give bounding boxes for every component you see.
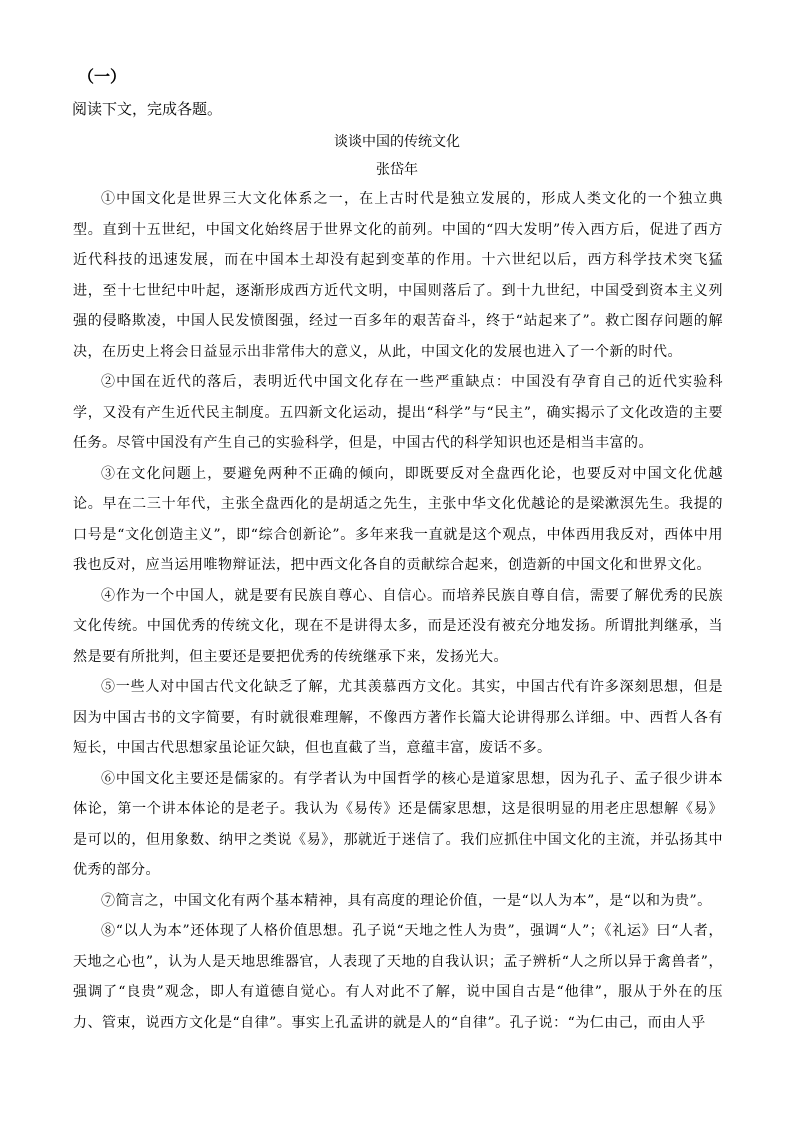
paragraph-5: ⑤一些人对中国古代文化缺乏了解，尤其羡慕西方文化。其实，中国古代有许多深刻思想，但是因为中国古书的文字简要，有时就很难理解，不像西方著作长篇大论讲得那么详细。中、西哲人各有短长，中国古代思想家虽论证欠缺，但也直截了当，意蕴丰富，废话不多。	[73, 679, 723, 756]
paragraph-6: ⑥中国文化主要还是儒家的。有学者认为中国哲学的核心是道家思想，因为孔子、孟子很少讲本体论，第一个讲本体论的是老子。我认为《易传》还是儒家思想，这是很明显的用老庄思想解《易》是可以的，但用象数、纳甲之类说《易》，那就近于迷信了。我们应抓住中国文化的主流，并弘扬其中优秀的部分。	[73, 770, 723, 878]
reading-instruction: 阅读下文，完成各题。	[72, 100, 223, 118]
article-author: 张岱年	[376, 162, 418, 178]
section-number: （一）	[78, 67, 127, 86]
paragraph-4: ④作为一个中国人，就是要有民族自尊心、自信心。而培养民族自尊自信，需要了解优秀的民族文化传统。中国优秀的传统文化，现在不是讲得太多，而是还没有被充分地发扬。所谓批判继承，当然是要有所批判，但主要还是要把优秀的传统继承下来，发扬光大。	[73, 587, 723, 665]
paragraph-7: ⑦简言之，中国文化有两个基本精神，具有高度的理论价值，一是“以人为本”，是“以和为贵”。	[101, 892, 712, 909]
paragraph-1: ①中国文化是世界三大文化体系之一，在上古时代是独立发展的，形成人类文化的一个独立典型。直到十五世纪，中国文化始终居于世界文化的前列。中国的“四大发明”传入西方后，促进了西方近代科技的迅速发展，而在中国本土却没有起到变革的作用。十六世纪以后，西方科学技术突飞猛进，至十七世纪中叶起，逐渐形成西方近代文明，中国则落后了。到十九世纪，中国受到资本主义列强的侵略欺凌，中国人民发愤图强，经过一百多年的艰苦奋斗，终于“站起来了”。救亡图存问题的解决，在历史上将会日益显示出非常伟大的意义，从此，中国文化的发展也进入了一个新的时代。	[73, 191, 723, 360]
paragraph-8: ⑧“以人为本”还体现了人格价值思想。孔子说“天地之性人为贵”，强调“人”；《礼运》曰“人者，天地之心也”，认为人是天地思维器官，人表现了天地的自我认识；孟子辨析“人之所以异于禽兽者”，强调了“良贵”观念，即人有道德自觉心。有人对此不了解，说中国自古是“他律”，服从于外在的压力、管束，说西方文化是“自律”。事实上孔孟讲的就是人的“自律”。孔子说：“为仁由己，而由人乎	[73, 923, 723, 1031]
paragraph-3: ③在文化问题上，要避免两种不正确的倾向，即既要反对全盘西化论，也要反对中国文化优越论。早在二三十年代，主张全盘西化的是胡适之先生，主张中华文化优越论的是梁漱溟先生。我提的口号是“文化创造主义”，即“综合创新论”。多年来我一直就是这个观点，中体西用我反对，西体中用我也反对，应当运用唯物辩证法，把中西文化各自的贡献综合起来，创造新的中国文化和世界文化。	[73, 465, 723, 573]
article-body	[73, 184, 723, 1038]
paragraph-2: ②中国在近代的落后，表明近代中国文化存在一些严重缺点：中国没有孕育自己的近代实验科学，又没有产生近代民主制度。五四新文化运动，提出“科学”与“民主”，确实揭示了文化改造的主要任务。尽管中国没有产生自己的实验科学，但是，中国古代的科学知识也还是相当丰富的。	[73, 374, 723, 451]
article-title: 谈谈中国的传统文化	[334, 134, 460, 150]
